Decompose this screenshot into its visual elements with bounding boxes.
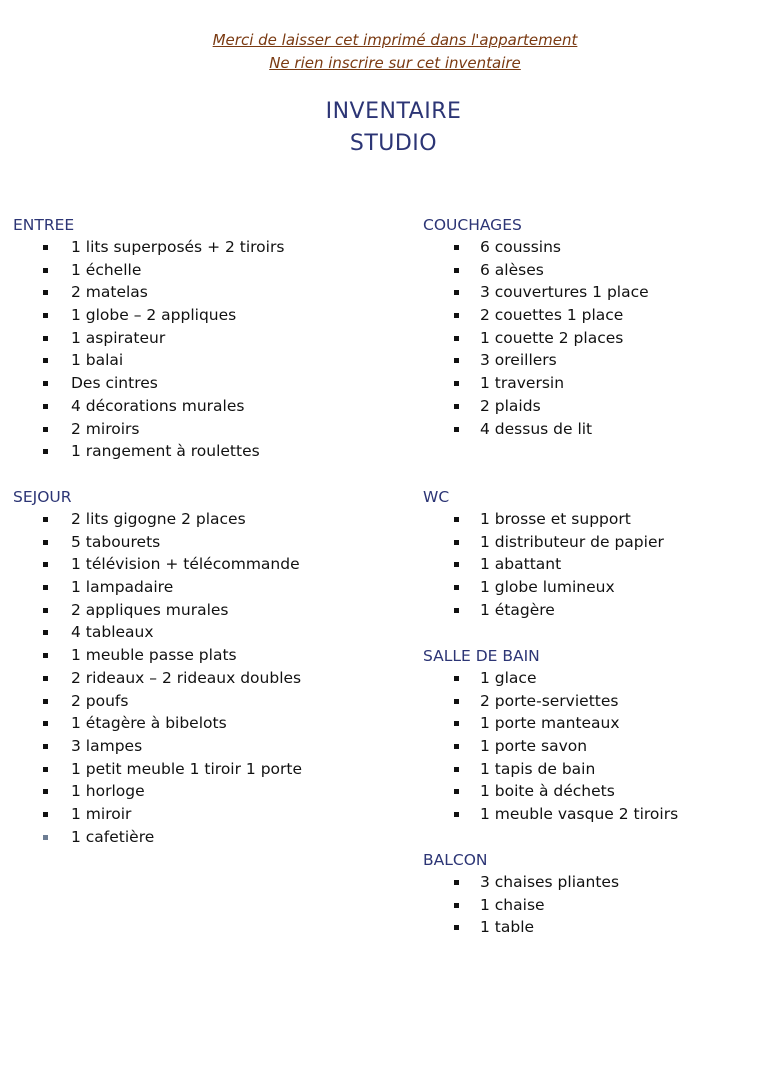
item-text: 2 appliques murales <box>71 600 229 619</box>
list-item <box>13 826 393 849</box>
bullet-icon <box>43 608 48 613</box>
bullet-icon <box>43 268 48 273</box>
bullet-icon <box>454 517 459 522</box>
list-item <box>13 667 393 690</box>
list-item <box>423 894 753 917</box>
item-text: 3 lampes <box>71 736 143 755</box>
list-item <box>423 304 753 327</box>
list-item <box>423 599 753 622</box>
item-text: 1 miroir <box>71 804 132 823</box>
list-item <box>423 871 753 894</box>
list-item <box>423 667 753 690</box>
list-item <box>13 395 393 418</box>
item-text: 3 couvertures 1 place <box>480 283 649 302</box>
cropped-header-remnant <box>14 0 244 4</box>
list-item <box>423 281 753 304</box>
item-list <box>13 508 393 848</box>
item-text: 1 porte manteaux <box>480 714 620 733</box>
item-text: 1 aspirateur <box>71 328 166 347</box>
item-text: 1 télévision + télécommande <box>71 555 300 574</box>
list-item <box>13 440 393 463</box>
list-item <box>423 372 753 395</box>
bullet-icon <box>454 608 459 613</box>
item-text: 1 balai <box>71 351 124 370</box>
bullet-icon <box>454 245 459 250</box>
item-text: 1 couette 2 places <box>480 328 624 347</box>
item-text: 6 coussins <box>480 238 561 256</box>
list-item <box>13 803 393 826</box>
item-text: 4 dessus de lit <box>480 419 593 438</box>
list-item <box>423 712 753 735</box>
list-item <box>423 803 753 826</box>
bullet-icon <box>454 880 459 885</box>
item-text: 2 miroirs <box>71 419 140 438</box>
item-text: 1 porte savon <box>480 737 588 756</box>
list-item <box>423 531 753 554</box>
item-text: 1 globe lumineux <box>480 578 615 597</box>
section-title: SALLE DE BAIN <box>423 647 540 665</box>
item-text: 1 cafetière <box>71 827 155 846</box>
item-text: 1 table <box>480 918 535 937</box>
item-text: 4 tableaux <box>71 623 154 642</box>
item-text: 1 lits superposés + 2 tiroirs <box>71 238 285 256</box>
item-text: 2 plaids <box>480 396 541 415</box>
item-list <box>423 667 753 826</box>
notice-line-1: Merci de laisser cet imprimé dans l'appartement <box>212 31 578 49</box>
section-title: WC <box>423 488 450 506</box>
item-text: 2 matelas <box>71 283 148 302</box>
bullet-icon <box>454 313 459 318</box>
section-title: BALCON <box>423 851 488 869</box>
list-item <box>13 372 393 395</box>
section-salle-de-bain <box>423 645 753 826</box>
bullet-icon <box>43 653 48 658</box>
bullet-icon <box>43 358 48 363</box>
list-item <box>13 621 393 644</box>
list-item <box>13 712 393 735</box>
bullet-icon <box>454 540 459 545</box>
list-item <box>13 508 393 531</box>
bullet-icon <box>43 812 48 817</box>
section-wc <box>423 486 753 621</box>
item-text: 1 boite à déchets <box>480 782 615 801</box>
list-item <box>13 349 393 372</box>
item-text: 1 glace <box>480 669 537 687</box>
list-item <box>423 327 753 350</box>
item-text: 1 lampadaire <box>71 578 174 597</box>
bullet-icon <box>454 358 459 363</box>
bullet-icon <box>43 676 48 681</box>
item-text: 1 horloge <box>71 782 145 801</box>
list-item <box>13 553 393 576</box>
bullet-icon <box>43 585 48 590</box>
list-item <box>423 780 753 803</box>
item-list <box>423 508 753 621</box>
list-item <box>13 690 393 713</box>
list-item <box>13 780 393 803</box>
item-text: 2 rideaux – 2 rideaux doubles <box>71 668 302 687</box>
item-text: 1 brosse et support <box>480 510 631 528</box>
section-title: COUCHAGES <box>423 216 522 234</box>
bullet-icon <box>454 290 459 295</box>
bullet-icon <box>43 630 48 635</box>
bullet-icon <box>43 517 48 522</box>
notice-line-2: Ne rien inscrire sur cet inventaire <box>269 54 521 72</box>
item-text: 5 tabourets <box>71 532 161 551</box>
bullet-icon <box>43 427 48 432</box>
bullet-icon <box>43 699 48 704</box>
list-item <box>13 259 393 282</box>
item-text: 3 oreillers <box>480 351 557 370</box>
bullet-icon <box>454 427 459 432</box>
bullet-icon <box>454 562 459 567</box>
page-title: INVENTAIRE <box>325 99 462 124</box>
bullet-icon <box>43 789 48 794</box>
bullet-icon <box>43 562 48 567</box>
list-item <box>13 758 393 781</box>
page-subtitle: STUDIO <box>349 131 438 156</box>
section-title: ENTREE <box>13 216 75 234</box>
list-item <box>423 690 753 713</box>
bullet-icon <box>454 699 459 704</box>
item-text: 1 étagère <box>480 600 555 619</box>
bullet-icon <box>43 449 48 454</box>
list-item <box>423 349 753 372</box>
item-text: 2 lits gigogne 2 places <box>71 510 246 528</box>
section-title: SEJOUR <box>13 488 72 506</box>
item-text: 1 distributeur de papier <box>480 532 664 551</box>
bullet-icon <box>454 336 459 341</box>
item-text: Des cintres <box>71 374 158 393</box>
bullet-icon <box>43 721 48 726</box>
bullet-icon <box>43 381 48 386</box>
item-text: 2 porte-serviettes <box>480 691 619 710</box>
list-item <box>423 395 753 418</box>
list-item <box>13 531 393 554</box>
item-text: 1 meuble vasque 2 tiroirs <box>480 805 679 824</box>
bullet-icon <box>43 835 48 840</box>
bullet-icon <box>454 744 459 749</box>
item-text: 2 poufs <box>71 691 129 710</box>
list-item <box>423 236 753 259</box>
item-text: 4 décorations murales <box>71 396 245 415</box>
list-item <box>13 599 393 622</box>
list-item <box>13 735 393 758</box>
list-item <box>13 576 393 599</box>
bullet-icon <box>454 676 459 681</box>
bullet-icon <box>454 721 459 726</box>
item-text: 1 traversin <box>480 374 565 393</box>
item-text: 1 rangement à roulettes <box>71 442 260 461</box>
list-item <box>423 418 753 441</box>
item-text: 3 chaises pliantes <box>480 873 620 891</box>
item-list <box>423 236 753 440</box>
list-item <box>423 758 753 781</box>
list-item <box>13 304 393 327</box>
list-item <box>13 236 393 259</box>
list-item <box>13 644 393 667</box>
list-item <box>13 281 393 304</box>
list-item <box>423 916 753 939</box>
section-balcon <box>423 849 753 939</box>
list-item <box>423 508 753 531</box>
bullet-icon <box>43 336 48 341</box>
bullet-icon <box>43 744 48 749</box>
bullet-icon <box>454 789 459 794</box>
bullet-icon <box>454 903 459 908</box>
list-item <box>423 553 753 576</box>
item-text: 1 chaise <box>480 895 545 914</box>
bullet-icon <box>43 767 48 772</box>
item-text: 1 échelle <box>71 260 142 279</box>
item-list <box>423 871 753 939</box>
section-entree <box>13 214 393 463</box>
item-text: 1 globe – 2 appliques <box>71 306 237 325</box>
item-text: 1 meuble passe plats <box>71 646 237 665</box>
item-text: 2 couettes 1 place <box>480 306 624 325</box>
list-item <box>423 576 753 599</box>
bullet-icon <box>454 381 459 386</box>
section-sejour <box>13 486 393 848</box>
item-list <box>13 236 393 463</box>
item-text: 1 abattant <box>480 555 562 574</box>
bullet-icon <box>43 540 48 545</box>
bullet-icon <box>454 925 459 930</box>
section-couchages <box>423 214 753 440</box>
bullet-icon <box>454 767 459 772</box>
list-item <box>423 259 753 282</box>
bullet-icon <box>43 245 48 250</box>
item-text: 1 petit meuble 1 tiroir 1 porte <box>71 759 303 778</box>
item-text: 1 tapis de bain <box>480 759 596 778</box>
bullet-icon <box>43 290 48 295</box>
list-item <box>13 418 393 441</box>
item-text: 1 étagère à bibelots <box>71 714 227 733</box>
bullet-icon <box>43 313 48 318</box>
list-item <box>423 735 753 758</box>
bullet-icon <box>454 268 459 273</box>
bullet-icon <box>454 812 459 817</box>
item-text: 6 alèses <box>480 260 544 279</box>
bullet-icon <box>454 585 459 590</box>
bullet-icon <box>43 404 48 409</box>
bullet-icon <box>454 404 459 409</box>
list-item <box>13 327 393 350</box>
